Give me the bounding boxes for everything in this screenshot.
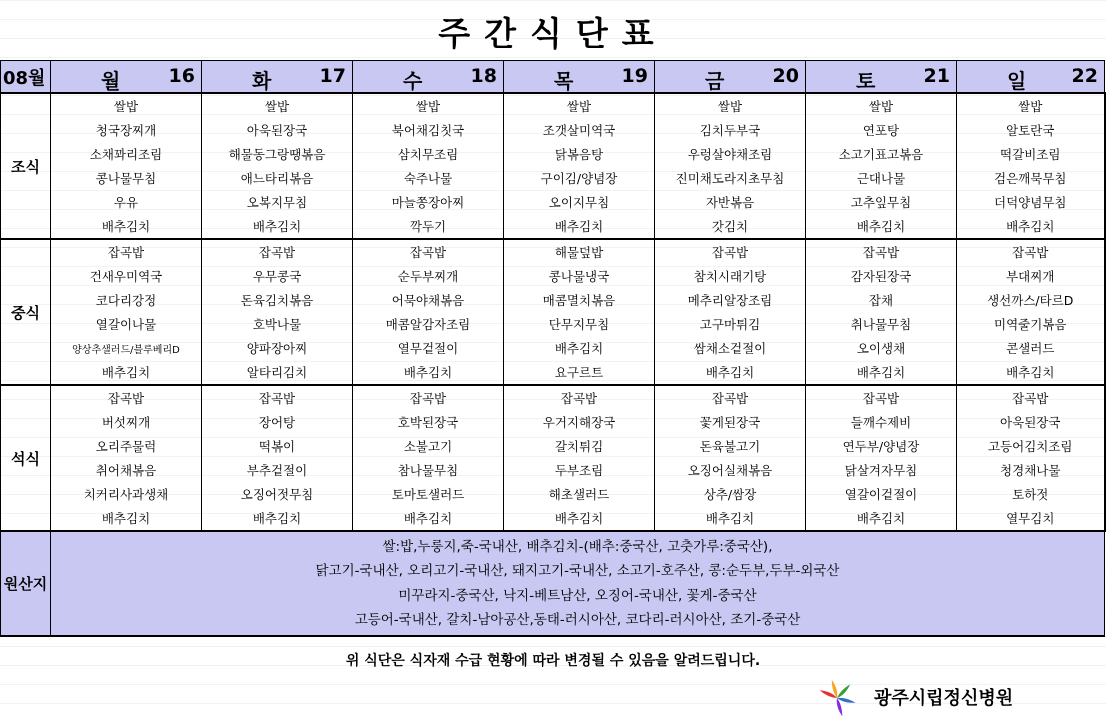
- menu-cell: 참나물무침: [353, 458, 504, 482]
- menu-cell: 부추겉절이: [202, 458, 353, 482]
- menu-cell: 배추김치: [504, 506, 655, 531]
- menu-cell: 돈육김치볶음: [202, 288, 353, 312]
- meal-row: [1, 360, 1105, 385]
- menu-cell: 매콤멸치볶음: [504, 288, 655, 312]
- menu-cell: 배추김치: [655, 506, 806, 531]
- menu-cell: 알토란국: [957, 118, 1105, 142]
- menu-cell: 고추잎무침: [806, 190, 957, 214]
- menu-cell: 잡곡밥: [51, 385, 202, 410]
- menu-cell: 취나물무침: [806, 312, 957, 336]
- menu-cell: 우거지해장국: [504, 410, 655, 434]
- menu-cell: 애느타리볶음: [202, 166, 353, 190]
- meal-row: [1, 142, 1105, 166]
- meal-row: [1, 264, 1105, 288]
- day-header: [957, 61, 1105, 94]
- origin-info: [51, 531, 1105, 636]
- menu-cell: 해물동그랑땡볶음: [202, 142, 353, 166]
- meal-row: [1, 482, 1105, 506]
- day-date: 17: [319, 65, 346, 87]
- day-date: 18: [470, 65, 497, 87]
- menu-cell: 돈육불고기: [655, 434, 806, 458]
- header-row: [1, 61, 1105, 94]
- menu-cell: 김치두부국: [655, 118, 806, 142]
- menu-cell: 소채꽈리조림: [51, 142, 202, 166]
- meal-row: [1, 458, 1105, 482]
- meal-row: [1, 312, 1105, 336]
- menu-cell: 단무지무침: [504, 312, 655, 336]
- menu-cell: 배추김치: [806, 506, 957, 531]
- notice-text: 위 식단은 식자재 수급 현황에 따라 변경될 수 있음을 알려드립니다.: [345, 653, 761, 669]
- menu-cell: 쌈채소겉절이: [655, 336, 806, 360]
- meal-row: [1, 288, 1105, 312]
- menu-cell: 삼치무조림: [353, 142, 504, 166]
- menu-cell: 배추김치: [504, 336, 655, 360]
- menu-cell: 배추김치: [202, 214, 353, 239]
- menu-cell: 배추김치: [51, 360, 202, 385]
- menu-cell: 고구마튀김: [655, 312, 806, 336]
- menu-cell: 아욱된장국: [957, 410, 1105, 434]
- day-header: [202, 61, 353, 94]
- meal-label: 조식: [1, 93, 51, 239]
- meal-row: [1, 434, 1105, 458]
- menu-cell: 쌀밥: [51, 93, 202, 118]
- menu-cell: 배추김치: [806, 360, 957, 385]
- hospital-brand: [812, 676, 1102, 716]
- day-name: 일: [1007, 69, 1027, 93]
- origin-line: 닭고기-국내산, 오리고기-국내산, 돼지고기-국내산, 소고기-호주산, 콩:순두부,두부-외국산: [315, 563, 840, 579]
- origin-label: 원산지: [1, 531, 51, 636]
- menu-cell: 요구르트: [504, 360, 655, 385]
- menu-cell: 양파장아찌: [202, 336, 353, 360]
- origin-line: 쌀:밥,누룽지,죽-국내산, 배추김치-(배추:중국산, 고춧가루:중국산),: [382, 538, 773, 555]
- menu-cell: 쌀밥: [504, 93, 655, 118]
- menu-cell: 호박된장국: [353, 410, 504, 434]
- menu-cell: 소불고기: [353, 434, 504, 458]
- menu-cell: 우무콩국: [202, 264, 353, 288]
- menu-cell: 오이생채: [806, 336, 957, 360]
- menu-cell: 잡곡밥: [957, 239, 1105, 264]
- menu-cell: 깍두기: [353, 214, 504, 239]
- menu-cell: 배추김치: [806, 214, 957, 239]
- meal-label: 석식: [1, 385, 51, 531]
- day-date: 22: [1071, 65, 1098, 87]
- menu-cell: 배추김치: [51, 214, 202, 239]
- menu-cell: 잡곡밥: [51, 239, 202, 264]
- menu-cell: 매콤알감자조림: [353, 312, 504, 336]
- menu-cell: 우렁살야채조림: [655, 142, 806, 166]
- meal-row: [1, 93, 1105, 118]
- menu-cell: 쌀밥: [806, 93, 957, 118]
- menu-cell: 잡곡밥: [655, 239, 806, 264]
- menu-cell: 배추김치: [655, 360, 806, 385]
- menu-cell: 생선까스/타르D: [957, 288, 1105, 312]
- menu-cell: 건새우미역국: [51, 264, 202, 288]
- menu-cell: 부대찌개: [957, 264, 1105, 288]
- menu-cell: 열갈이겉절이: [806, 482, 957, 506]
- day-header: [806, 61, 957, 94]
- day-name: 목: [554, 69, 574, 93]
- menu-cell: 순두부찌개: [353, 264, 504, 288]
- meal-label: 중식: [1, 239, 51, 385]
- menu-cell: 배추김치: [353, 506, 504, 531]
- page-title: 주간식단표: [438, 14, 668, 53]
- menu-cell: 자반볶음: [655, 190, 806, 214]
- menu-cell: 토하젓: [957, 482, 1105, 506]
- menu-cell: 콩나물무침: [51, 166, 202, 190]
- menu-cell: 연두부/양념장: [806, 434, 957, 458]
- menu-cell: 열무겉절이: [353, 336, 504, 360]
- menu-cell: 잡곡밥: [957, 385, 1105, 410]
- menu-cell: 꽃게된장국: [655, 410, 806, 434]
- menu-cell: 어묵야채볶음: [353, 288, 504, 312]
- menu-cell: 오징어실채볶음: [655, 458, 806, 482]
- meal-row: [1, 118, 1105, 142]
- menu-cell: 아욱된장국: [202, 118, 353, 142]
- menu-cell: 소고기표고볶음: [806, 142, 957, 166]
- menu-cell: 배추김치: [504, 214, 655, 239]
- menu-cell: 미역줄기볶음: [957, 312, 1105, 336]
- menu-cell: 코다리강정: [51, 288, 202, 312]
- day-date: 21: [923, 65, 950, 87]
- menu-cell: 콘샐러드: [957, 336, 1105, 360]
- menu-cell: 잡곡밥: [806, 385, 957, 410]
- month-label: 08월: [1, 61, 51, 94]
- menu-cell: 장어탕: [202, 410, 353, 434]
- menu-cell: 잡곡밥: [202, 239, 353, 264]
- hospital-name: 광주시립정신병원: [874, 688, 1014, 709]
- day-date: 19: [621, 65, 648, 87]
- menu-cell: 잡채: [806, 288, 957, 312]
- menu-cell: 잡곡밥: [353, 239, 504, 264]
- meal-row: [1, 506, 1105, 531]
- meal-row: [1, 214, 1105, 239]
- origin-line: 고등어-국내산, 갈치-남아공산,동태-러시아산, 코다리-러시아산, 조기-중국산: [354, 612, 801, 628]
- menu-cell: 열갈이나물: [51, 312, 202, 336]
- menu-cell: 호박나물: [202, 312, 353, 336]
- menu-cell: 오리주물럭: [51, 434, 202, 458]
- menu-cell: 열무김치: [957, 506, 1105, 531]
- menu-cell: 쌀밥: [353, 93, 504, 118]
- menu-cell: 잡곡밥: [806, 239, 957, 264]
- menu-cell: 배추김치: [202, 506, 353, 531]
- hospital-logo-icon: [812, 676, 862, 716]
- menu-cell: 오징어젓무침: [202, 482, 353, 506]
- menu-cell: 잡곡밥: [202, 385, 353, 410]
- menu-cell: 더덕양념무침: [957, 190, 1105, 214]
- menu-cell: 닭살겨자무침: [806, 458, 957, 482]
- menu-cell: 배추김치: [51, 506, 202, 531]
- menu-cell: 콩나물냉국: [504, 264, 655, 288]
- menu-cell: 잡곡밥: [353, 385, 504, 410]
- menu-cell: 오이지무침: [504, 190, 655, 214]
- menu-cell: 우유: [51, 190, 202, 214]
- menu-cell: 고등어김치조림: [957, 434, 1105, 458]
- day-header: [353, 61, 504, 94]
- menu-cell: 배추김치: [957, 214, 1105, 239]
- menu-cell: 북어채김칫국: [353, 118, 504, 142]
- menu-cell: 들깨수제비: [806, 410, 957, 434]
- origin-row: [1, 531, 1105, 636]
- menu-cell: 참치시래기탕: [655, 264, 806, 288]
- menu-cell: 떡볶이: [202, 434, 353, 458]
- menu-cell: 마늘쫑장아찌: [353, 190, 504, 214]
- menu-cell: 양상추샐러드/블루베리D: [51, 336, 202, 360]
- menu-cell: 쌀밥: [202, 93, 353, 118]
- origin-line: 미꾸라지-중국산, 낙지-베트남산, 오징어-국내산, 꽃게-중국산: [398, 587, 757, 604]
- menu-cell: 조갯살미역국: [504, 118, 655, 142]
- meal-row: [1, 385, 1105, 410]
- menu-cell: 배추김치: [353, 360, 504, 385]
- day-header: [51, 61, 202, 94]
- day-name: 화: [252, 69, 272, 93]
- menu-cell: 메추리알장조림: [655, 288, 806, 312]
- day-date: 20: [772, 65, 799, 87]
- menu-cell: 잡곡밥: [655, 385, 806, 410]
- weekly-menu-table: [0, 60, 1106, 637]
- logo-petal: [835, 684, 852, 699]
- menu-cell: 쌀밥: [655, 93, 806, 118]
- menu-cell: 해초샐러드: [504, 482, 655, 506]
- menu-cell: 상추/쌈장: [655, 482, 806, 506]
- menu-cell: 토마토샐러드: [353, 482, 504, 506]
- day-name: 수: [403, 69, 423, 93]
- menu-cell: 구이김/양념장: [504, 166, 655, 190]
- menu-cell: 숙주나물: [353, 166, 504, 190]
- menu-cell: 오복지무침: [202, 190, 353, 214]
- day-name: 월: [101, 69, 121, 93]
- menu-cell: 근대나물: [806, 166, 957, 190]
- menu-cell: 갓김치: [655, 214, 806, 239]
- meal-row: [1, 410, 1105, 434]
- menu-cell: 닭볶음탕: [504, 142, 655, 166]
- menu-cell: 진미채도라지초무침: [655, 166, 806, 190]
- meal-row: [1, 239, 1105, 264]
- day-name: 토: [856, 69, 876, 93]
- menu-cell: 연포탕: [806, 118, 957, 142]
- menu-cell: 취어채볶음: [51, 458, 202, 482]
- menu-cell: 치커리사과생채: [51, 482, 202, 506]
- meal-row: [1, 190, 1105, 214]
- day-header: [655, 61, 806, 94]
- menu-cell: 배추김치: [957, 360, 1105, 385]
- day-date: 16: [168, 65, 195, 87]
- menu-cell: 갈치튀김: [504, 434, 655, 458]
- menu-cell: 청국장찌개: [51, 118, 202, 142]
- menu-cell: 두부조림: [504, 458, 655, 482]
- meal-row: [1, 166, 1105, 190]
- menu-cell: 버섯찌개: [51, 410, 202, 434]
- menu-cell: 쌀밥: [957, 93, 1105, 118]
- meal-row: [1, 336, 1105, 360]
- menu-cell: 검은깨묵무침: [957, 166, 1105, 190]
- menu-cell: 청경채나물: [957, 458, 1105, 482]
- menu-cell: 떡갈비조림: [957, 142, 1105, 166]
- menu-cell: 잡곡밥: [504, 385, 655, 410]
- menu-cell: 해물덮밥: [504, 239, 655, 264]
- menu-cell: 감자된장국: [806, 264, 957, 288]
- day-header: [504, 61, 655, 94]
- day-name: 금: [705, 69, 725, 93]
- menu-cell: 알타리김치: [202, 360, 353, 385]
